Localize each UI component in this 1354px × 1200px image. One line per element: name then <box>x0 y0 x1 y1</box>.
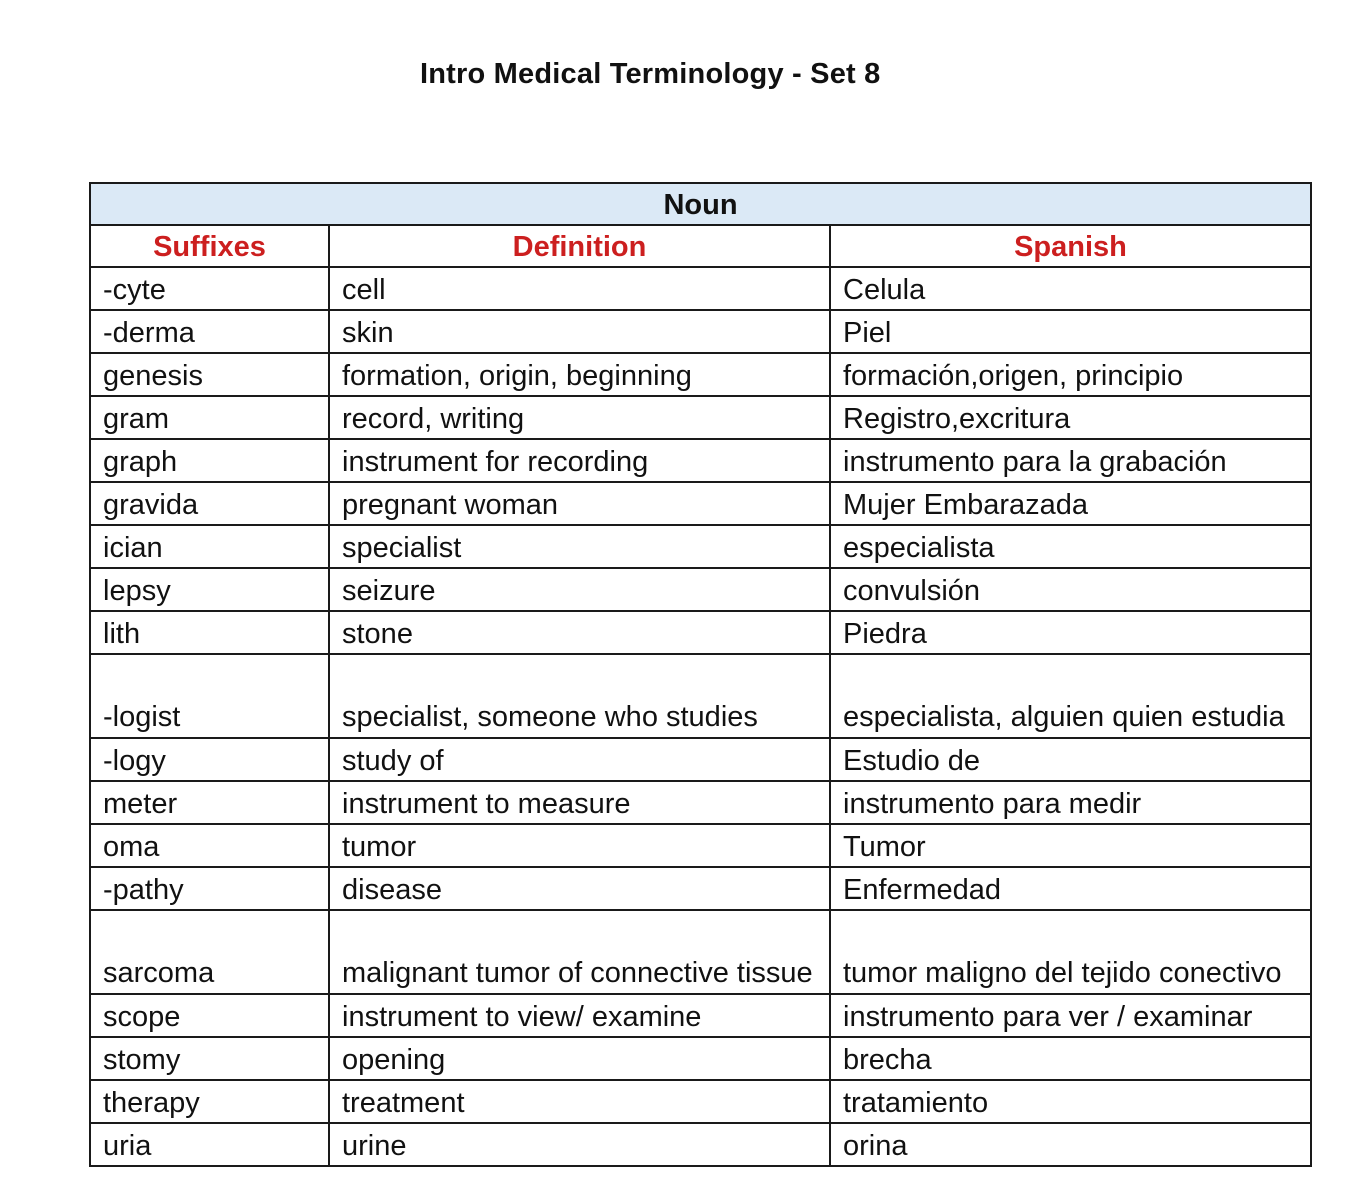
suffix-cell: meter <box>90 781 329 824</box>
group-header-noun: Noun <box>90 183 1311 225</box>
spanish-cell: Piedra <box>830 611 1311 654</box>
table-row <box>90 654 1311 738</box>
table-row <box>90 1037 1311 1080</box>
suffix-cell: graph <box>90 439 329 482</box>
suffix-cell: stomy <box>90 1037 329 1080</box>
table-row <box>90 267 1311 310</box>
suffix-cell: -cyte <box>90 267 329 310</box>
spanish-cell: orina <box>830 1123 1311 1166</box>
spanish-cell: Registro,excritura <box>830 396 1311 439</box>
suffix-cell: -logy <box>90 738 329 781</box>
table-row <box>90 910 1311 994</box>
suffix-cell: ician <box>90 525 329 568</box>
definition-cell: opening <box>329 1037 830 1080</box>
table-row <box>90 1080 1311 1123</box>
definition-cell: disease <box>329 867 830 910</box>
page-title: Intro Medical Terminology - Set 8 <box>420 58 881 90</box>
suffix-cell: gravida <box>90 482 329 525</box>
definition-cell: study of <box>329 738 830 781</box>
definition-cell: specialist, someone who studies <box>329 654 830 738</box>
definition-cell: cell <box>329 267 830 310</box>
suffix-cell: uria <box>90 1123 329 1166</box>
spanish-cell: instrumento para medir <box>830 781 1311 824</box>
definition-cell: stone <box>329 611 830 654</box>
suffix-cell: scope <box>90 994 329 1037</box>
definition-cell: urine <box>329 1123 830 1166</box>
column-header-suffixes: Suffixes <box>90 225 329 267</box>
column-header-row <box>90 225 1311 267</box>
table-row <box>90 396 1311 439</box>
table-row <box>90 482 1311 525</box>
suffix-cell: lith <box>90 611 329 654</box>
table-row <box>90 824 1311 867</box>
table-row <box>90 439 1311 482</box>
spanish-cell: formación,origen, principio <box>830 353 1311 396</box>
definition-cell: instrument to measure <box>329 781 830 824</box>
suffix-cell: therapy <box>90 1080 329 1123</box>
table-row <box>90 738 1311 781</box>
suffix-cell: sarcoma <box>90 910 329 994</box>
table-row <box>90 781 1311 824</box>
column-header-definition: Definition <box>329 225 830 267</box>
spanish-cell: Celula <box>830 267 1311 310</box>
table-row <box>90 568 1311 611</box>
group-header-row <box>90 183 1311 225</box>
table-row <box>90 867 1311 910</box>
spanish-cell: especialista <box>830 525 1311 568</box>
definition-cell: seizure <box>329 568 830 611</box>
definition-cell: pregnant woman <box>329 482 830 525</box>
spanish-cell: tumor maligno del tejido conectivo <box>830 910 1311 994</box>
table-row <box>90 1123 1311 1166</box>
definition-cell: tumor <box>329 824 830 867</box>
spanish-cell: Mujer Embarazada <box>830 482 1311 525</box>
column-header-spanish: Spanish <box>830 225 1311 267</box>
table-row <box>90 525 1311 568</box>
suffix-cell: oma <box>90 824 329 867</box>
suffix-cell: -pathy <box>90 867 329 910</box>
definition-cell: malignant tumor of connective tissue <box>329 910 830 994</box>
definition-cell: skin <box>329 310 830 353</box>
definition-cell: record, writing <box>329 396 830 439</box>
definition-cell: specialist <box>329 525 830 568</box>
definition-cell: instrument for recording <box>329 439 830 482</box>
table-row <box>90 353 1311 396</box>
terminology-table <box>89 182 1312 1167</box>
spanish-cell: instrumento para ver / examinar <box>830 994 1311 1037</box>
spanish-cell: Estudio de <box>830 738 1311 781</box>
spanish-cell: convulsión <box>830 568 1311 611</box>
table-body <box>90 267 1311 1166</box>
suffix-cell: gram <box>90 396 329 439</box>
table-row <box>90 994 1311 1037</box>
definition-cell: formation, origin, beginning <box>329 353 830 396</box>
spanish-cell: brecha <box>830 1037 1311 1080</box>
spanish-cell: Tumor <box>830 824 1311 867</box>
definition-cell: instrument to view/ examine <box>329 994 830 1037</box>
table-row <box>90 310 1311 353</box>
spanish-cell: Enfermedad <box>830 867 1311 910</box>
table-row <box>90 611 1311 654</box>
suffix-cell: genesis <box>90 353 329 396</box>
spanish-cell: especialista, alguien quien estudia <box>830 654 1311 738</box>
spanish-cell: Piel <box>830 310 1311 353</box>
definition-cell: treatment <box>329 1080 830 1123</box>
spanish-cell: instrumento para la grabación <box>830 439 1311 482</box>
suffix-cell: -derma <box>90 310 329 353</box>
suffix-cell: -logist <box>90 654 329 738</box>
suffix-cell: lepsy <box>90 568 329 611</box>
spanish-cell: tratamiento <box>830 1080 1311 1123</box>
